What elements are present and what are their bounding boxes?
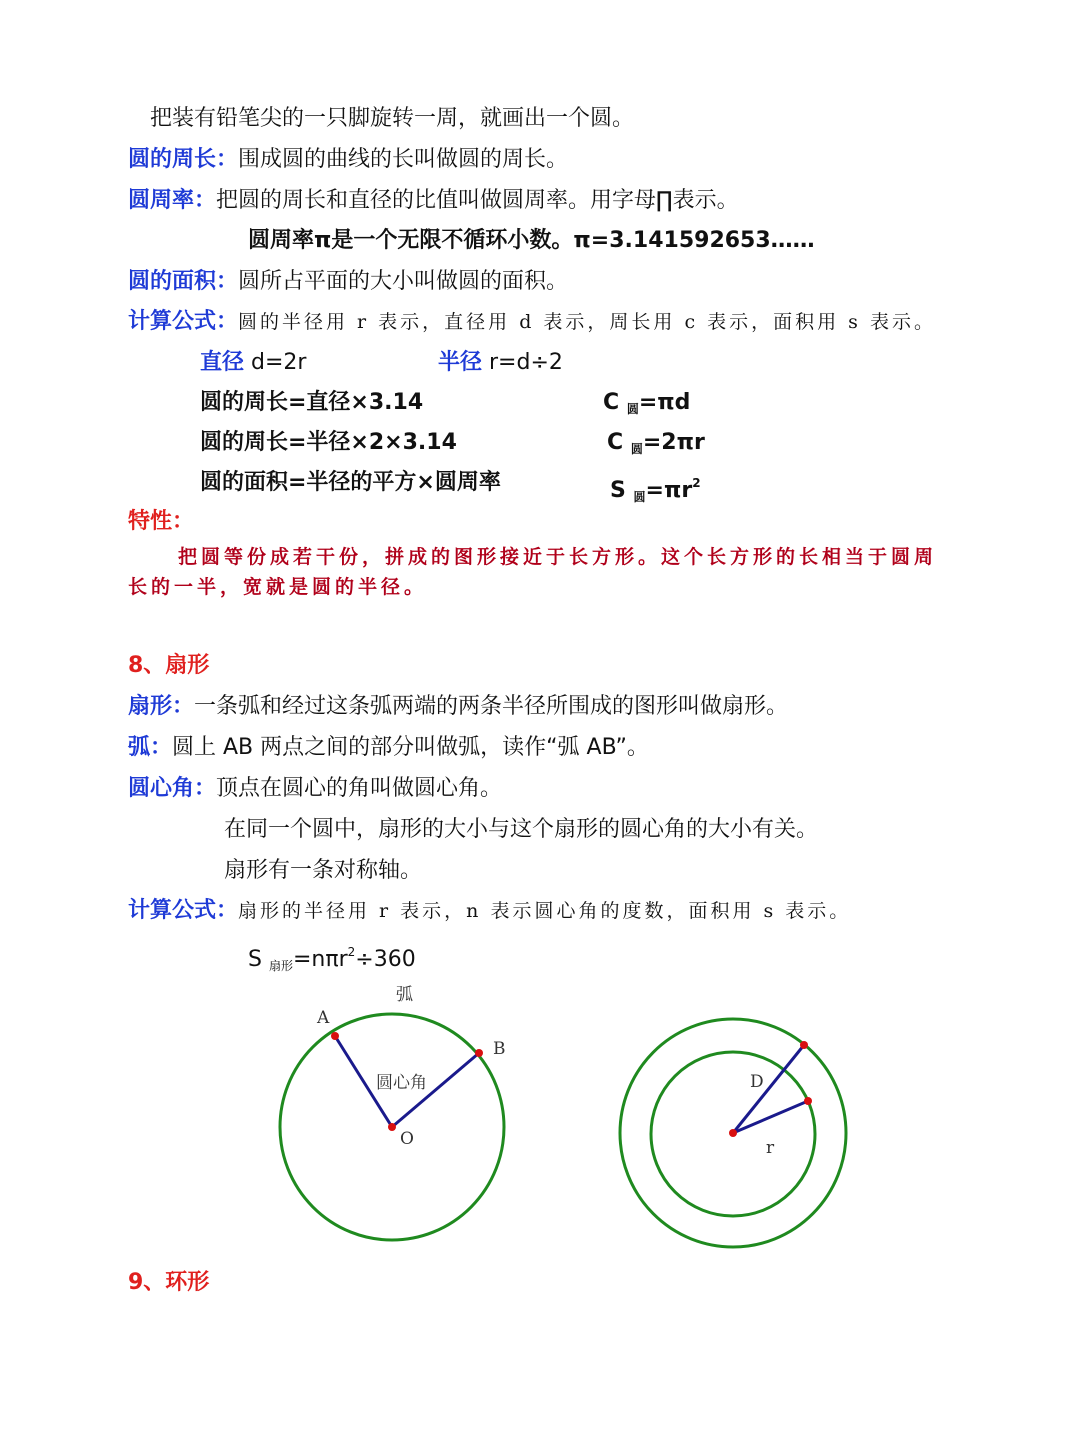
formula-text: 圆的半径用 r 表示，直径用 d 表示，周长用 c 表示，面积用 s 表示。 [238,311,936,333]
label-a: A [317,1008,330,1028]
outer-radius [733,1045,804,1133]
outer-point [800,1041,808,1049]
superscript: 2 [347,945,356,959]
arc-label: 弧： [128,735,173,760]
property-label: 特性： [128,509,195,534]
radius-label: 半径 [438,350,483,375]
pi-label: 圆周率： [128,188,217,213]
center-point [729,1129,737,1137]
diameter-label: 直径 [200,350,245,375]
intro-text: 把装有铅笔尖的一只脚旋转一周，就画出一个圆。 [150,106,635,131]
property-line-1: 把圆等份成若干份，拼成的图形接近于长方形。这个长方形的长相当于圆周 [178,546,938,568]
sector-label: 扇形： [128,694,195,719]
sector-note-1: 在同一个圆中，扇形的大小与这个扇形的圆心角的大小有关。 [224,817,819,842]
label-r: r [766,1138,775,1158]
property-line-2: 长的一半，宽就是圆的半径。 [128,576,428,598]
central-angle-label: 圆心角： [128,776,217,801]
circumference-label: 圆的周长： [128,147,239,172]
symbol: S [610,478,626,503]
pi-note: 圆周率π是一个无限不循环小数。π=3.141592653…… [248,228,815,253]
rhs: =2πr [642,430,705,455]
diameter-value: d=2r [251,350,307,375]
sector-formula-label: 计算公式： [128,898,239,923]
inner-point [804,1097,812,1105]
label-d: D [750,1072,764,1092]
formula-label: 计算公式： [128,309,239,334]
superscript: 2 [692,476,701,490]
section-title-sector: 8、扇形 [128,653,210,678]
rhs: =πr [645,478,693,503]
subscript: 圆 [633,490,646,504]
rhs: =πd [638,390,691,415]
circumference-text: 围成圆的曲线的长叫做圆的周长。 [238,147,569,172]
symbol: S [248,947,262,972]
point-b [475,1049,483,1057]
radius-value: r=d÷2 [489,350,563,375]
symbol: C [603,390,620,415]
rhs: =nπr [292,947,348,972]
central-angle-text: 顶点在圆心的角叫做圆心角。 [216,776,503,801]
label-o: O [400,1129,414,1149]
sector-text: 一条弧和经过这条弧两端的两条半径所围成的图形叫做扇形。 [194,694,789,719]
point-a [331,1032,339,1040]
label-b: B [493,1039,506,1059]
symbol: C [607,430,624,455]
arc-label: 弧 [396,985,413,1005]
formula-row-words: 圆的面积=半径的平方×圆周率 [200,470,501,495]
pi-text: 把圆的周长和直径的比值叫做圆周率。用字母∏表示。 [216,188,739,213]
sector-diagram [280,985,506,1240]
rhs-tail: ÷360 [355,947,416,972]
area-label: 圆的面积： [128,269,239,294]
ring-diagram [620,1019,846,1247]
subscript: 扇形 [268,959,293,973]
area-text: 圆所占平面的大小叫做圆的面积。 [238,269,569,294]
central-angle-label: 圆心角 [376,1073,427,1093]
arc-text: 圆上 AB 两点之间的部分叫做弧，读作“弧 AB”。 [172,735,649,760]
subscript: 圆 [630,442,643,456]
point-o [388,1123,396,1131]
subscript: 圆 [626,402,639,416]
sector-note-2: 扇形有一条对称轴。 [224,858,423,883]
sector-formula-text: 扇形的半径用 r 表示，n 表示圆心角的度数，面积用 s 表示。 [238,900,852,922]
formula-row-words: 圆的周长=直径×3.14 [200,390,424,415]
formula-row-words: 圆的周长=半径×2×3.14 [200,430,457,455]
section-title-ring: 9、环形 [128,1270,210,1295]
